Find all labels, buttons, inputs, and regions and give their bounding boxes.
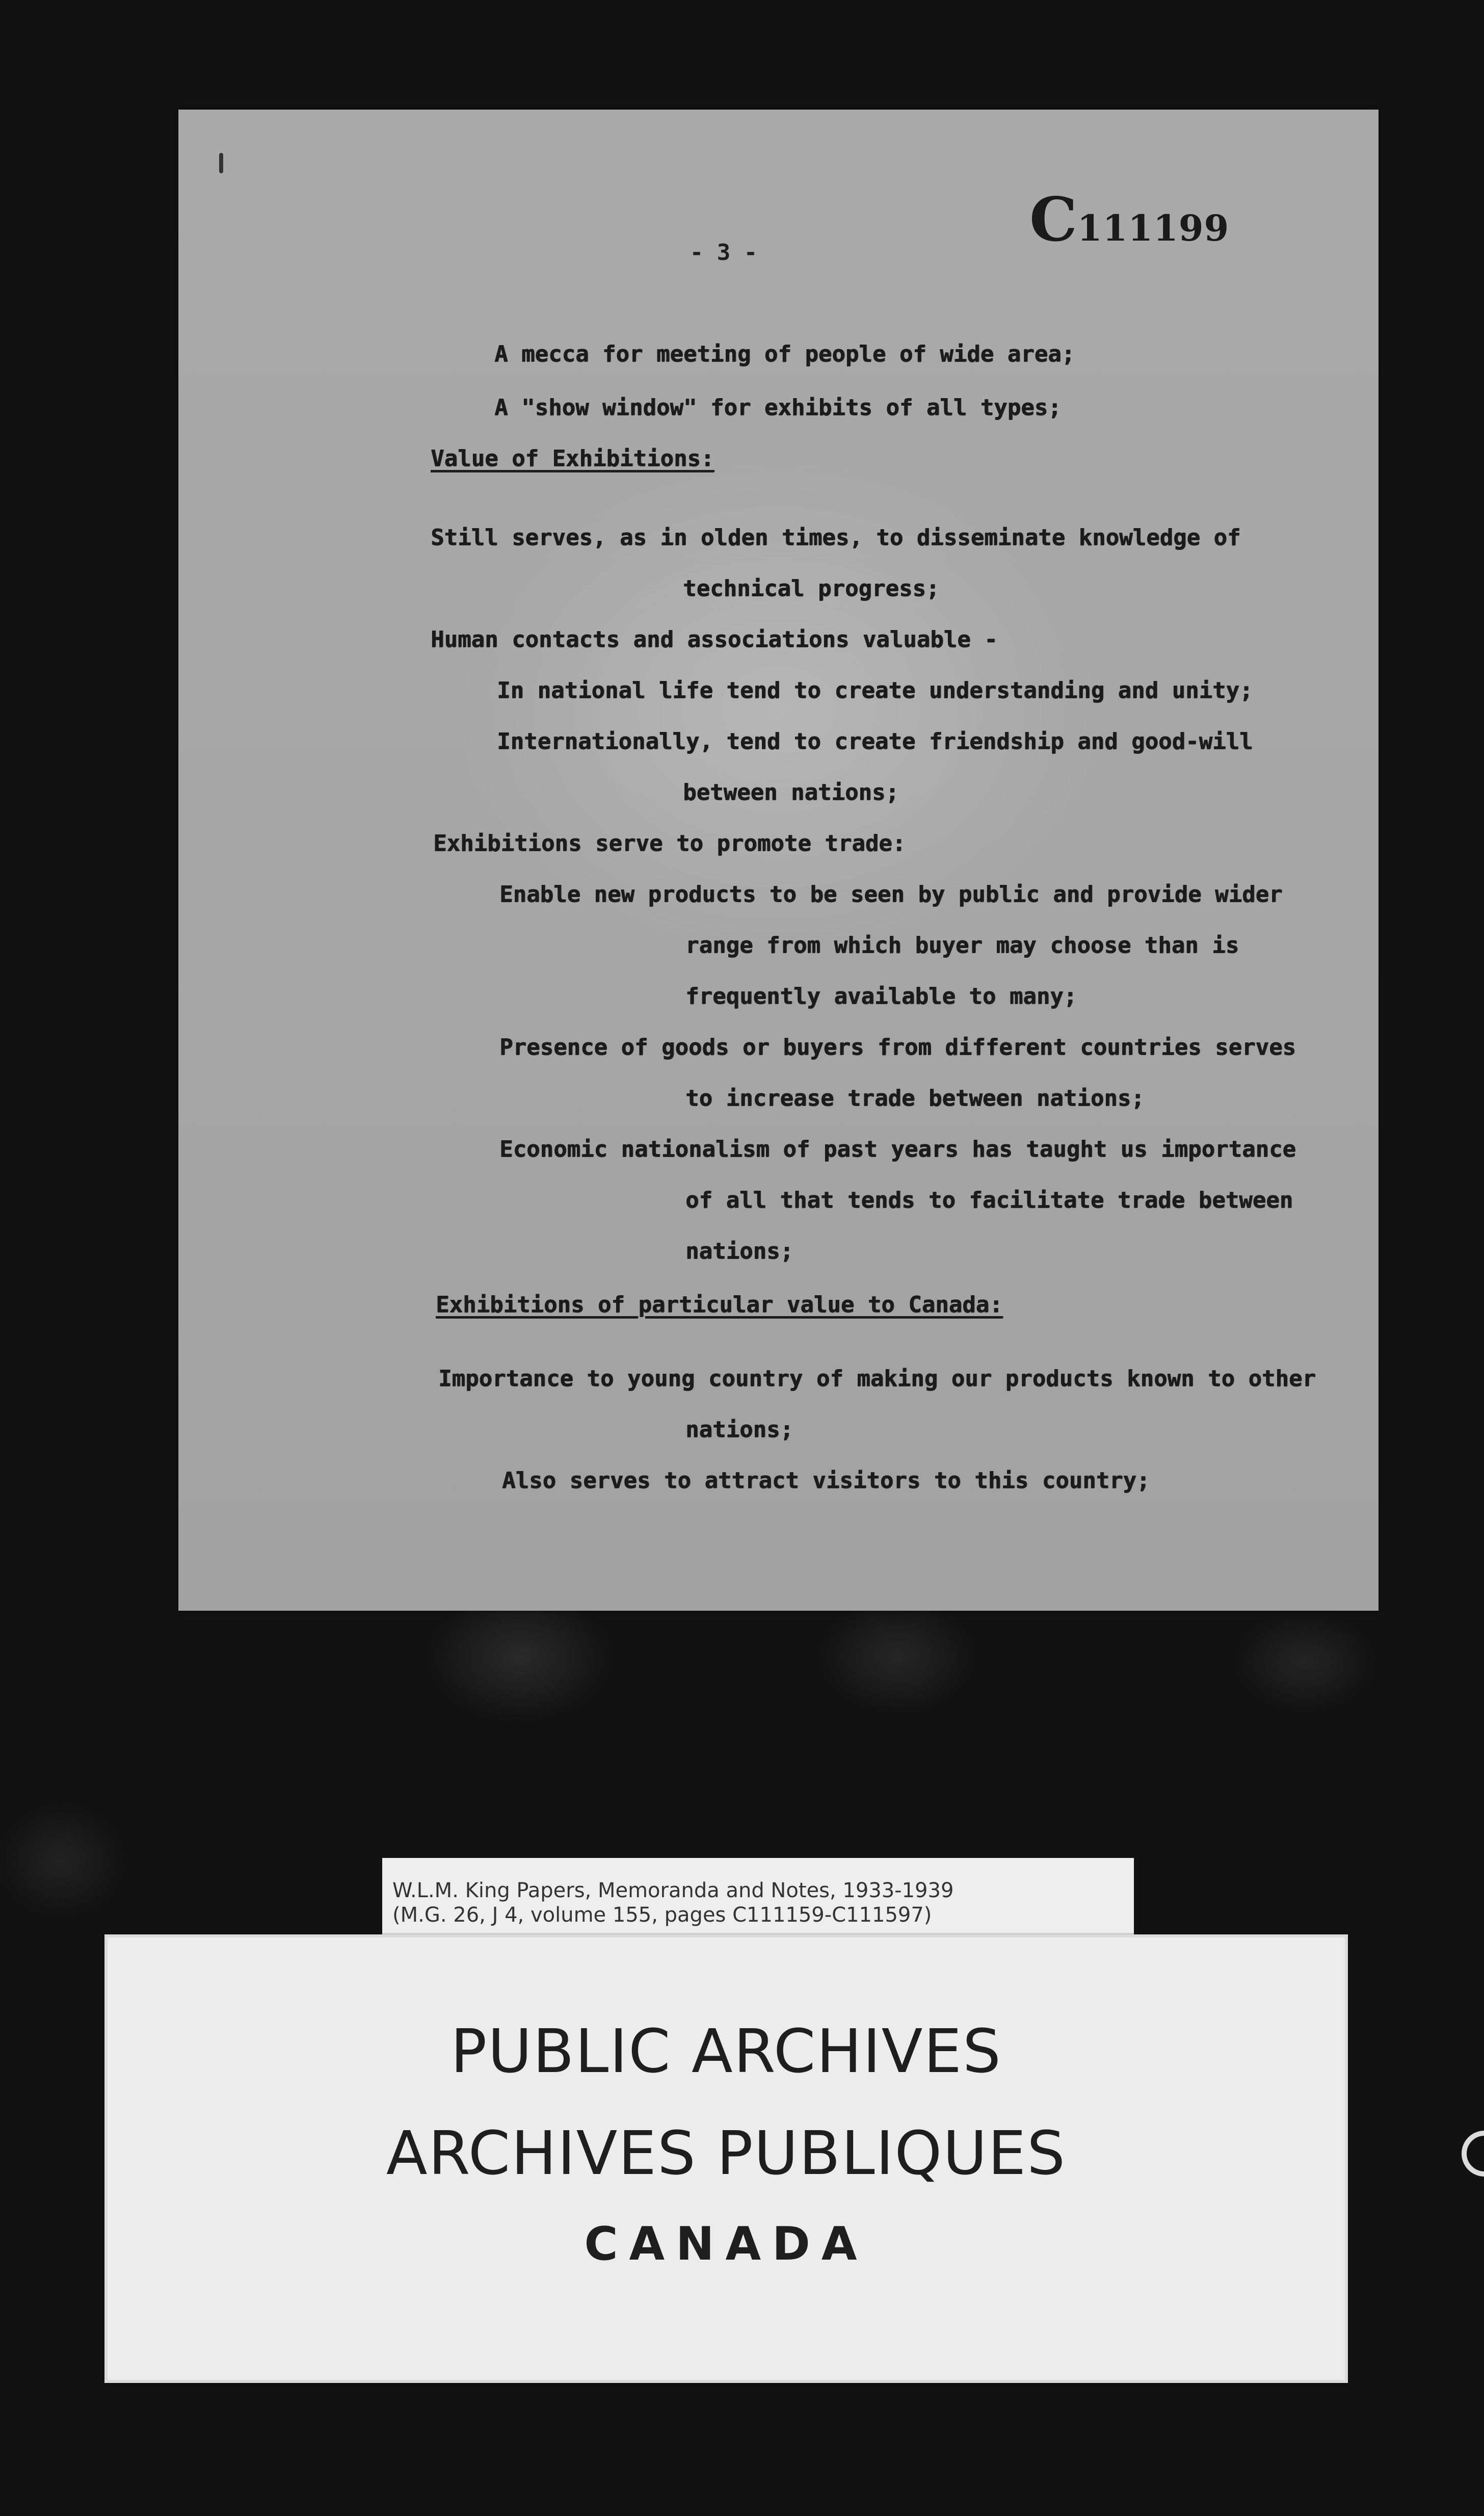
- text-line: Economic nationalism of past years has taught us importance: [499, 1136, 1296, 1162]
- text-line: Also serves to attract visitors to this country;: [502, 1467, 1150, 1493]
- text-line: to increase trade between nations;: [685, 1085, 1145, 1111]
- text-line: Human contacts and associations valuable -: [431, 626, 998, 652]
- text-line: In national life tend to create understanding and unity;: [497, 677, 1253, 703]
- text-line: between nations;: [683, 779, 899, 805]
- text-line: frequently available to many;: [685, 983, 1077, 1009]
- archives-country: CANADA: [584, 2217, 868, 2271]
- scan-target-mark: [1462, 2131, 1484, 2177]
- text-line: Exhibitions serve to promote trade:: [433, 830, 906, 856]
- collection-caption: [382, 1858, 1134, 1934]
- archives-title-fr: ARCHIVES PUBLIQUES: [386, 2118, 1067, 2188]
- section-heading: Value of Exhibitions:: [431, 445, 714, 471]
- section-heading: Exhibitions of particular value to Canada:: [436, 1292, 1003, 1318]
- document-number-prefix: C: [1029, 184, 1075, 255]
- text-line: of all that tends to facilitate trade between: [685, 1187, 1293, 1213]
- text-line: Enable new products to be seen by public and provide wider: [499, 881, 1283, 907]
- corner-mark: [219, 153, 223, 173]
- document-number: [1029, 184, 1264, 255]
- text-line: technical progress;: [683, 575, 940, 601]
- document-number-value: 111199: [1077, 207, 1230, 249]
- archives-title-en: PUBLIC ARCHIVES: [450, 2016, 1002, 2086]
- archives-card: [104, 1934, 1348, 2383]
- text-line: nations;: [685, 1417, 793, 1443]
- caption-line: W.L.M. King Papers, Memoranda and Notes, 1933-1939: [392, 1879, 954, 1902]
- caption-line: (M.G. 26, J 4, volume 155, pages C111159-C111597): [392, 1903, 932, 1927]
- text-line: Still serves, as in olden times, to disseminate knowledge of: [431, 525, 1241, 551]
- text-line: Presence of goods or buyers from different countries serves: [499, 1034, 1296, 1060]
- text-line: Importance to young country of making our products known to other: [438, 1366, 1316, 1392]
- page-marker: - 3 -: [690, 240, 758, 266]
- text-line: nations;: [685, 1238, 793, 1264]
- text-line: range from which buyer may choose than is: [685, 932, 1239, 958]
- text-line: A "show window" for exhibits of all types;: [494, 395, 1062, 421]
- text-line: A mecca for meeting of people of wide area;: [494, 341, 1075, 367]
- text-line: Internationally, tend to create friendship and good-will: [497, 728, 1253, 754]
